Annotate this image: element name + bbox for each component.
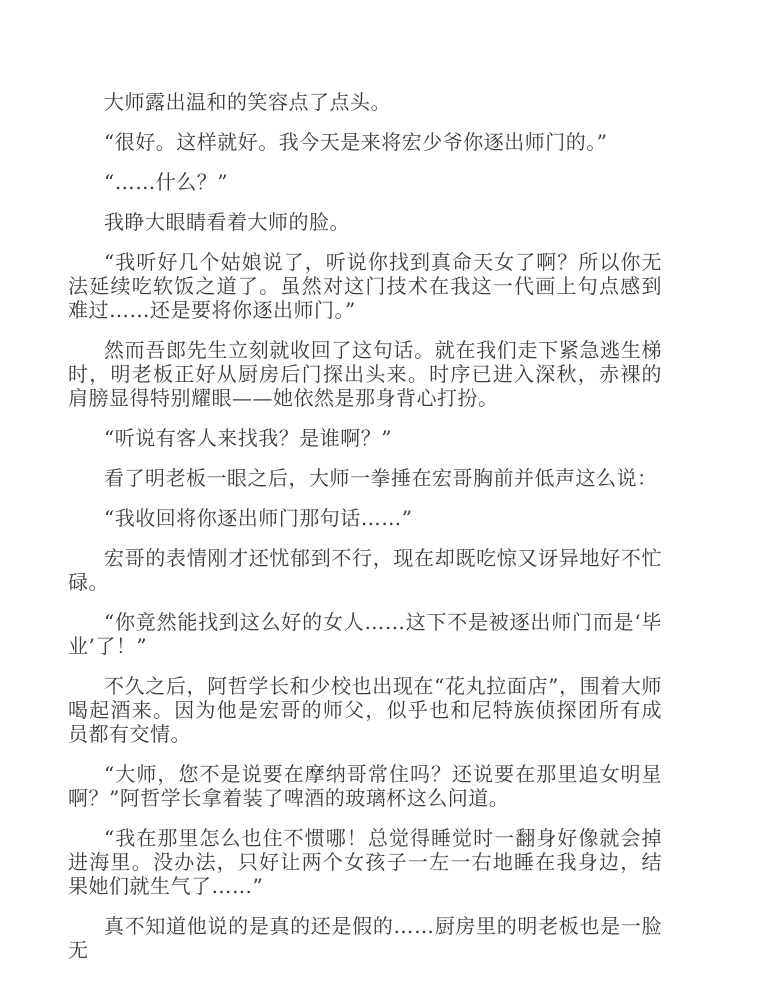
paragraph: “……什么？”	[104, 170, 228, 194]
paragraph: 真不知道他说的是真的还是假的……厨房里的明老板也是一脸无	[68, 914, 662, 962]
paragraph: “我收回将你逐出师门那句话……”	[104, 506, 413, 530]
paragraph: “听说有客人来找我？是谁啊？”	[104, 426, 392, 450]
paragraph: “很好。这样就好。我今天是来将宏少爷你逐出师门的。”	[104, 130, 608, 154]
paragraph: 不久之后，阿哲学长和少校也出现在“花丸拉面店”，围着大师喝起酒来。因为他是宏哥的师父，似乎也和尼特族侦探团所有成员都有交情。	[68, 674, 662, 746]
paragraph: “我听好几个姑娘说了，听说你找到真命天女了啊？所以你无法延续吃软饭之道了。虽然对这门技术在我这一代画上句点感到难过……还是要将你逐出师门。”	[68, 250, 662, 322]
paragraph: 然而吾郎先生立刻就收回了这句话。就在我们走下紧急逃生梯时，明老板正好从厨房后门探出头来。时序已进入深秋，赤裸的肩膀显得特别耀眼——她依然是那身背心打扮。	[68, 338, 662, 410]
paragraph: 大师露出温和的笑容点了点头。	[104, 90, 391, 114]
paragraph: “我在那里怎么也住不惯哪！总觉得睡觉时一翻身好像就会掉进海里。没办法，只好让两个女孩子一左一右地睡在我身边，结果她们就生气了……”	[68, 826, 662, 898]
paragraph: 我睁大眼睛看着大师的脸。	[104, 210, 350, 234]
paragraph: 看了明老板一眼之后，大师一拳捶在宏哥胸前并低声这么说：	[104, 466, 658, 490]
paragraph: “大师，您不是说要在摩纳哥常住吗？还说要在那里追女明星啊？”阿哲学长拿着装了啤酒的玻璃杯这么问道。	[68, 762, 662, 810]
paragraph: “你竟然能找到这么好的女人……这下不是被逐出师门而是‘毕业’了！”	[68, 610, 662, 658]
paragraph: 宏哥的表情刚才还忧郁到不行，现在却既吃惊又讶异地好不忙碌。	[68, 546, 662, 594]
novel-text	[68, 90, 662, 978]
